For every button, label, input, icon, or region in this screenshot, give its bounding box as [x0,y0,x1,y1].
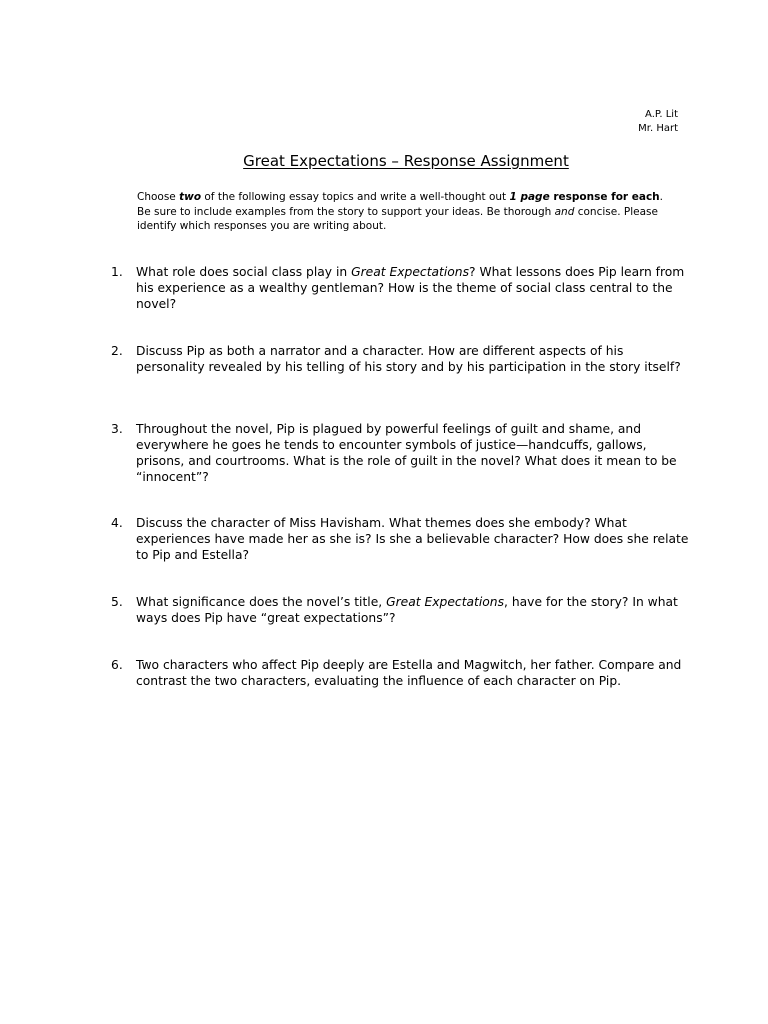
novel-title-italic: Great Expectations [351,265,470,279]
essay-topic-item [111,264,691,312]
emphasis-response-for-each: response for each [549,191,660,203]
topic-number: 3. [111,422,123,436]
emphasis-and: and [554,205,575,218]
essay-topic-item [111,515,691,563]
topic-text: Two characters who affect Pip deeply are Estella and Magwitch, her father. Compare and contrast the two characters, evaluating the influence of each character on Pip. [136,658,682,688]
essay-topic-item [111,421,691,485]
topic-number: 2. [111,344,123,358]
page-title: Great Expectations – Response Assignment [243,152,569,170]
instructions-text: Choose [137,191,180,203]
topic-text: Throughout the novel, Pip is plagued by powerful feelings of guilt and shame, and everywhere he goes he tends to encounter symbols of justice—handcuffs, gallows, prisons, and courtrooms. What is the role of guilt in the novel? What does it mean to be “innocent”? [136,422,677,484]
essay-topic-item [111,343,691,375]
teacher-name: Mr. Hart [638,123,678,134]
emphasis-two: two [179,191,202,203]
novel-title-italic: Great Expectations [386,595,505,609]
topic-number: 1. [111,265,123,279]
topic-text: Discuss Pip as both a narrator and a character. How are different aspects of his personality revealed by his telling of his story and by his participation in the story itself? [136,344,681,374]
course-name: A.P. Lit [645,109,678,120]
instructions-text: concise. Please identify which responses you are writing about. [137,205,658,233]
topic-text-part: What significance does the novel’s title, [136,595,387,609]
topic-text-part: What role does social class play in [136,265,352,279]
instructions-text: of the following essay topics and write a well-thought out [201,191,510,203]
topic-number: 5. [111,595,123,609]
topic-text: Discuss the character of Miss Havisham. What themes does she embody? What experiences have made her as she is? Is she a believable character? How does she relate to Pip and Estella? [136,516,689,562]
topic-text-part: ? What lessons does Pip learn from his experience as a wealthy gentleman? How is the theme of social class central to the novel? [136,265,685,311]
topic-text [136,264,691,312]
instructions-paragraph [137,190,677,234]
instructions-text: . Be sure to include examples from the story to support your ideas. Be thorough [137,191,663,218]
topic-number: 6. [111,658,123,672]
topic-number: 4. [111,516,123,530]
topic-text-part: , have for the story? In what ways does Pip have “great expectations”? [136,595,678,625]
topic-text [136,594,691,626]
emphasis-one-page: 1 page [509,191,550,203]
essay-topic-item [111,594,691,626]
course-header [638,108,678,136]
essay-topic-item [111,657,691,689]
